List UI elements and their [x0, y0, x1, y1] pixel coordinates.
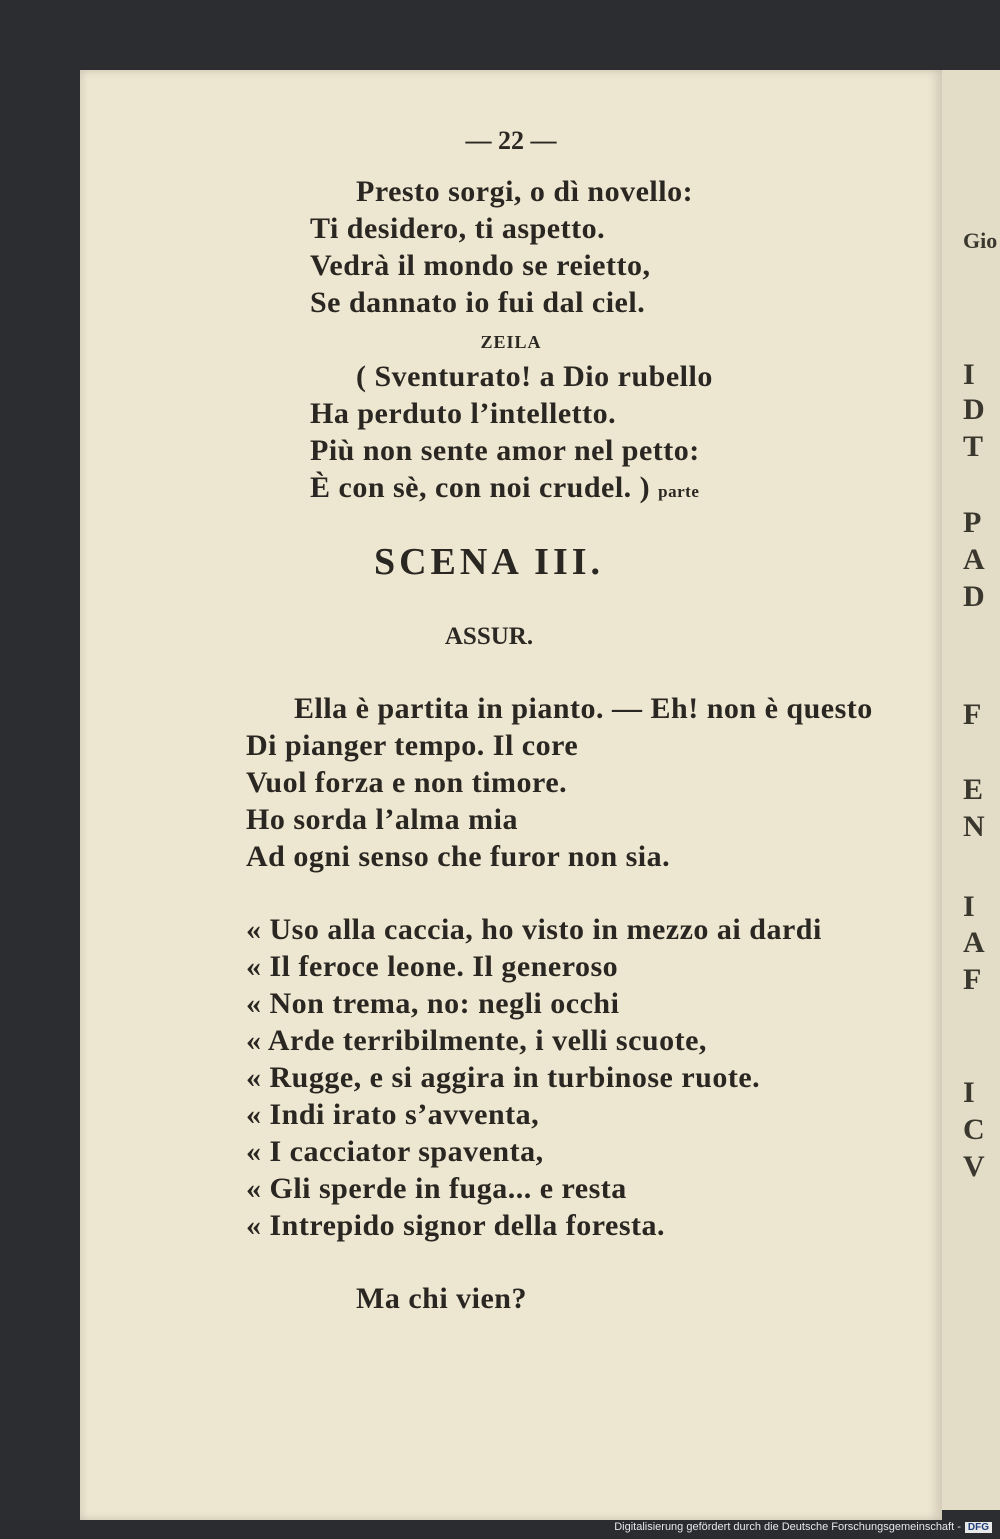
- adjacent-page-fragment: I: [963, 358, 975, 391]
- verse-line: Ella è partita in pianto. — Eh! non è questo: [294, 692, 873, 725]
- verse-line: Ma chi vien?: [356, 1282, 527, 1315]
- verse-line: Di pianger tempo. Il core: [246, 729, 579, 762]
- verse-line: Se dannato io fui dal ciel.: [310, 286, 646, 319]
- verse-line: Ad ogni senso che furor non sia.: [246, 840, 671, 873]
- quoted-verse-line: « Gli sperde in fuga... e resta: [246, 1172, 627, 1205]
- adjacent-page-fragment: F: [963, 963, 982, 996]
- book-page: [80, 70, 942, 1520]
- quoted-verse-line: « Arde terribilmente, i velli scuote,: [246, 1024, 707, 1057]
- quoted-verse-line: « Uso alla caccia, ho visto in mezzo ai dardi: [246, 913, 822, 946]
- quoted-verse-line: « I cacciator spaventa,: [246, 1135, 544, 1168]
- adjacent-page-fragment: T: [963, 430, 984, 463]
- adjacent-page-fragment: D: [963, 393, 985, 426]
- quoted-verse-line: « Rugge, e si aggira in turbinose ruote.: [246, 1061, 761, 1094]
- verse-line: Vedrà il mondo se reietto,: [310, 249, 651, 282]
- adjacent-page-fragment: A: [963, 926, 985, 959]
- quoted-verse-line: « Il feroce leone. Il generoso: [246, 950, 619, 983]
- verse-text: È con sè, con noi crudel. ): [310, 471, 651, 504]
- verse-line: Presto sorgi, o dì novello:: [356, 175, 694, 208]
- verse-line: Ho sorda l’alma mia: [246, 803, 518, 836]
- quoted-verse-line: « Non trema, no: negli occhi: [246, 987, 620, 1020]
- credit-text: Digitalisierung gefördert durch die Deutsche Forschungsgemeinschaft -: [614, 1521, 961, 1533]
- adjacent-page-fragment: F: [963, 698, 982, 731]
- digitization-credit: [614, 1521, 992, 1539]
- page-number: — 22 —: [465, 126, 557, 155]
- verse-line: Ti desidero, ti aspetto.: [310, 212, 606, 245]
- verse-line: Più non sente amor nel petto:: [310, 434, 700, 467]
- speaker-name: ASSUR.: [444, 623, 534, 650]
- verse-line: ( Sventurato! a Dio rubello: [356, 360, 713, 393]
- adjacent-page-fragment: C: [963, 1113, 985, 1146]
- adjacent-page-fragment: P: [963, 506, 982, 539]
- adjacent-page-fragment: D: [963, 580, 985, 613]
- adjacent-page-fragment: E: [963, 773, 984, 806]
- adjacent-page-fragment: N: [963, 810, 985, 843]
- adjacent-page-edge: [938, 70, 1000, 1510]
- adjacent-page-fragment: I: [963, 1076, 975, 1109]
- verse-line: Ha perduto l’intelletto.: [310, 397, 617, 430]
- speaker-name: ZEILA: [480, 332, 542, 352]
- stage-direction: parte: [658, 482, 700, 501]
- quoted-verse-line: « Indi irato s’avventa,: [246, 1098, 540, 1131]
- adjacent-page-fragment: A: [963, 543, 985, 576]
- verse-line: [310, 471, 699, 505]
- verse-line: Vuol forza e non timore.: [246, 766, 568, 799]
- dfg-logo: DFG: [965, 1522, 992, 1533]
- scene-title: SCENA III.: [373, 541, 605, 583]
- adjacent-page-fragment: Gio: [963, 228, 998, 253]
- quoted-verse-line: « Intrepido signor della foresta.: [246, 1209, 666, 1242]
- adjacent-page-fragment: I: [963, 890, 975, 923]
- adjacent-page-fragment: V: [963, 1150, 985, 1183]
